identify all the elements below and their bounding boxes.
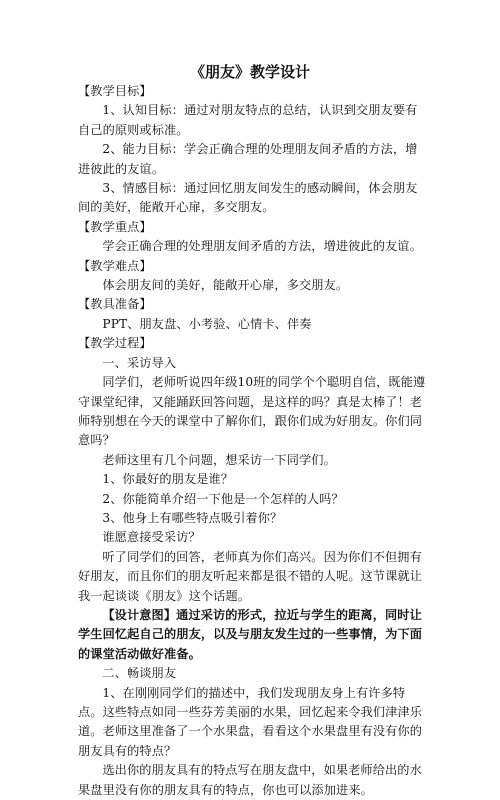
part1-paragraph-4: 听了同学们的回答，老师真为你们高兴。因为你们不但拥有好朋友，而且你们的朋友听起来都是很不错的人呢。这节课就让我一起谈谈《朋友》这个话题。 (78, 549, 423, 603)
question-3: 3、他身上有哪些特点吸引着你？ (102, 510, 283, 525)
section-heading-key: 【教学重点】 (78, 219, 152, 234)
section-heading-goals: 【教学目标】 (78, 84, 152, 98)
key-point-text: 学会正确合理的处理朋友间矛盾的方法，增进彼此的友谊。 (102, 239, 422, 254)
goal-emotion: 3、情感目标：通过回忆朋友间发生的感动瞬间，体会朋友间的美好，能敞开心扉，多交朋友。 (78, 181, 418, 215)
document-body (78, 82, 428, 800)
part1-paragraph-3: 谁愿意接受采访？ (102, 530, 201, 545)
question-2: 2、你能简单介绍一下他是一个怎样的人吗？ (102, 491, 344, 506)
section-heading-difficulty: 【教学难点】 (78, 258, 152, 273)
part1-title: 一、采访导入 (102, 355, 177, 370)
part2-paragraph-2: 选出你的朋友具有的特点写在朋友盘中，如果老师给出的水果盘里没有你的朋友具有的特点，你也可以添加进来。 (78, 763, 422, 797)
part2-paragraph-1: 1、在刚刚同学们的描述中，我们发现朋友身上有许多特点。这些特点如同一些芬芳美丽的水果，回忆起来令我们津津乐道。老师这里准备了一个水果盘，看看这个水果盘里有没有你的朋友具有的特点？ (78, 685, 423, 758)
goal-ability: 2、能力目标：学会正确合理的处理朋友间矛盾的方法，增进彼此的友谊。 (78, 142, 418, 176)
difficulty-text: 体会朋友间的美好，能敞开心扉，多交朋友。 (102, 278, 349, 293)
question-1: 1、你最好的朋友是谁？ (102, 472, 234, 487)
goal-cognitive: 1、认知目标：通过对朋友特点的总结，认识到交朋友要有自己的原则或标准。 (78, 103, 418, 137)
section-heading-process: 【教学过程】 (78, 336, 152, 351)
document-title: 《朋友》教学设计 (189, 63, 310, 81)
section-heading-tools: 【教具准备】 (78, 297, 152, 312)
design-intent: 【设计意图】通过采访的形式，拉近与学生的距离，同时让学生回忆起自己的朋友，以及与朋友发生过的一些事情，为下面的课堂活动做好准备。 (78, 607, 423, 661)
part1-paragraph-2: 老师这里有几个问题，想采访一下同学们。 (102, 452, 336, 467)
tools-text: PPT、朋友盘、小考验、心情卡、伴奏 (102, 316, 312, 331)
part2-title: 二、畅谈朋友 (102, 666, 177, 681)
part1-paragraph-1: 同学们，老师听说四年级10班的同学个个聪明自信，既能遵守课堂纪律，又能踊跃回答问题，是这样的吗？真是太棒了！老师特别想在今天的课堂中了解你们，跟你们成为好朋友。你们同意吗？ (78, 375, 426, 448)
